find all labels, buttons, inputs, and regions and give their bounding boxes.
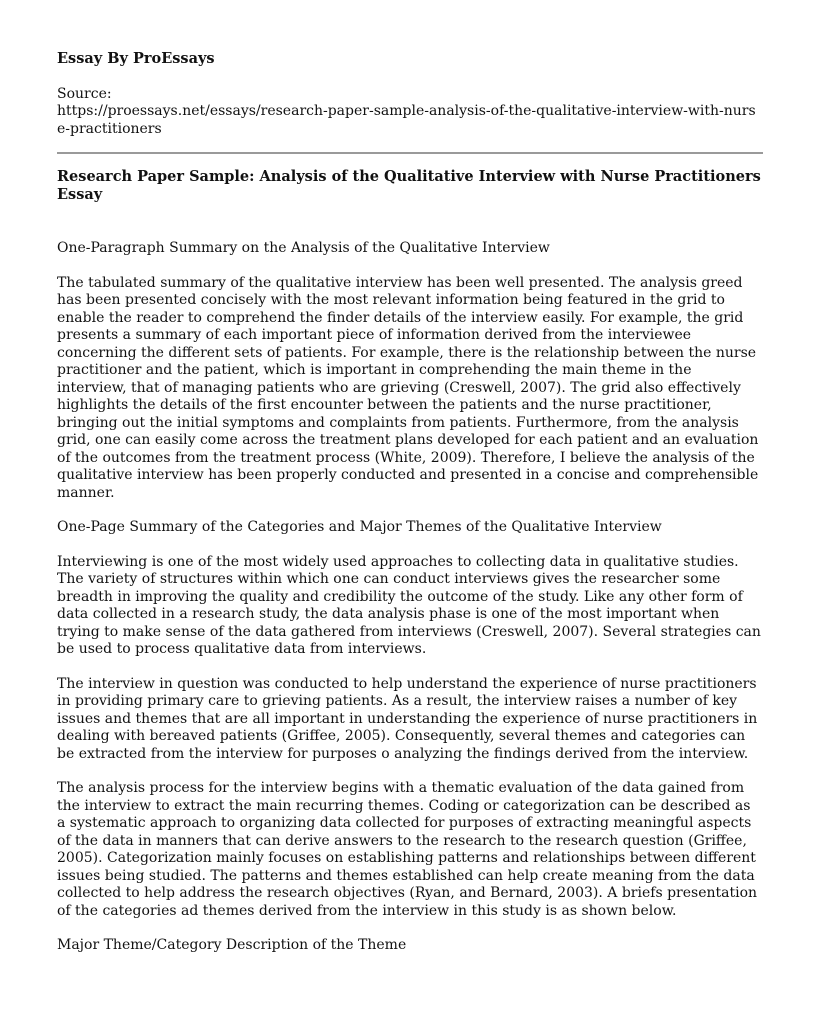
section-major-theme [57, 937, 763, 955]
section-heading: One-Page Summary of the Categories and Major Themes of the Qualitative Interview [57, 519, 662, 535]
section-one-paragraph-summary [57, 240, 763, 502]
section-one-page-summary [57, 519, 763, 920]
paragraph: Interviewing is one of the most widely used approaches to collecting data in qualitative studies. The variety of structures within which one can conduct interviews gives the researcher some breadth in improving the quality and credibility the outcome of the study. Like any other form of data collected in a research study, the data analysis phase is one of the most important when trying to make sense of the data gathered from interviews (Creswell, 2007). Several strategies can be used to process qualitative data from interviews. [57, 553, 761, 657]
divider [57, 152, 763, 154]
section-heading: One-Paragraph Summary on the Analysis of the Qualitative Interview [57, 240, 550, 256]
paragraph: The analysis process for the interview begins with a thematic evaluation of the data gained from the interview to extract the main recurring themes. Coding or categorization can be described as a systematic approach to organizing data collected for purposes of extracting meaningful aspects of the data in manners that can derive answers to the research to the research question (Griffee, 2005). Categorization mainly focuses on establishing patterns and relationships between different issues being studied. The patterns and themes established can help create meaning from the data collected to help address the research objectives (Ryan, and Bernard, 2003). A briefs presentation of the categories ad themes derived from the interview in this study is as shown below. [57, 780, 758, 919]
page-title: Research Paper Sample: Analysis of the Qualitative Interview with Nurse Practitioners Essay [57, 168, 761, 203]
source-block [57, 86, 763, 139]
source-label: Source: [57, 85, 112, 102]
source-url: https://proessays.net/essays/research-paper-sample-analysis-of-the-qualitative-interview-with-nurse-practitioners [57, 103, 756, 137]
byline: Essay By ProEssays [57, 50, 215, 67]
section-heading: Major Theme/Category Description of the Theme [57, 937, 407, 953]
paragraph: The interview in question was conducted to help understand the experience of nurse practitioners in providing primary care to grieving patients. As a result, the interview raises a number of key issues and themes that are all important in understanding the experience of nurse practitioners in dealing with bereaved patients (Griffee, 2005). Consequently, several themes and categories can be extracted from the interview for purposes o analyzing the findings derived from the interview. [57, 675, 758, 762]
paragraph: The tabulated summary of the qualitative interview has been well presented. The analysis greed has been presented concisely with the most relevant information being featured in the grid to enable the reader to comprehend the finder details of the interview easily. For example, the grid presents a summary of each important piece of information derived from the interviewee concerning the different sets of patients. For example, there is the relationship between the nurse practitioner and the patient, which is important in comprehending the main theme in the interview, that of managing patients who are grieving (Creswell, 2007). The grid also effectively highlights the details of the first encounter between the patients and the nurse practitioner, bringing out the initial symptoms and complaints from patients. Furthermore, from the analysis grid, one can easily come across the treatment plans developed for each patient and an evaluation of the outcomes from the treatment process (White, 2009). Therefore, I believe the analysis of the qualitative interview has been properly conducted and presented in a concise and comprehensible manner. [57, 274, 759, 501]
